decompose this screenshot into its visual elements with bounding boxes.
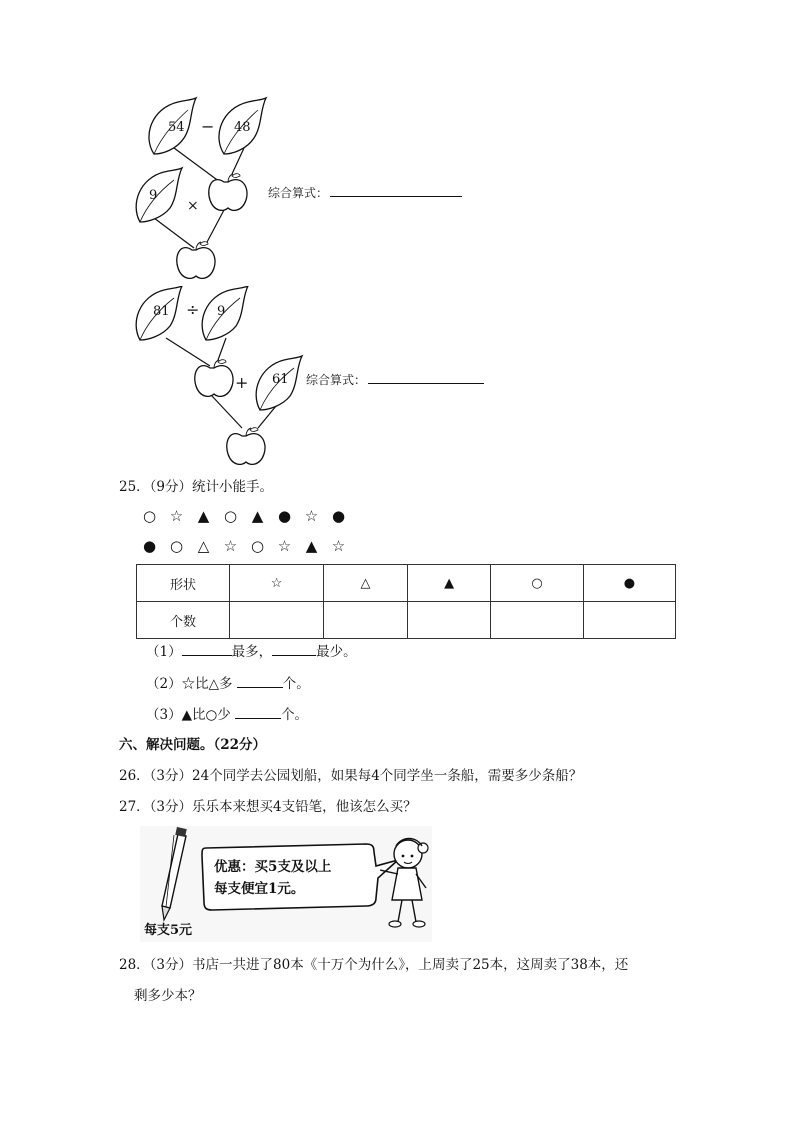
answer-blank[interactable] [235, 704, 281, 719]
shape-row-2 [136, 537, 352, 555]
tree1-leaf-a-value: 54 [168, 120, 185, 135]
q26-text: 26．（3分）24个同学去公园划船，如果每4个同学坐一条船，需要多少条船？ [119, 768, 583, 784]
shape-symbol: ○ [250, 537, 265, 555]
table-header-shape: ▲ [407, 565, 491, 602]
shape-symbol: ☆ [277, 537, 292, 555]
sub2-suffix: 个。 [282, 676, 310, 692]
table-row [137, 565, 676, 602]
tree2-leaf-a-value: 81 [153, 304, 170, 319]
table-header-shape: ● [583, 565, 675, 602]
tree1-leaf-c-value: 9 [149, 188, 158, 203]
apple-icon [195, 360, 233, 397]
count-answer-cell[interactable] [324, 602, 408, 639]
answer-blank[interactable] [237, 673, 283, 688]
shape-symbol: ▲ [305, 537, 318, 555]
shape-symbol: ● [277, 507, 292, 525]
shape-symbol: ○ [142, 507, 157, 525]
count-answer-cell[interactable] [407, 602, 491, 639]
tree2-leaf-b-value: 9 [217, 304, 226, 319]
count-answer-cell[interactable] [230, 602, 324, 639]
sub1-prefix: （1） [146, 644, 182, 660]
formula-label: 综合算式： [268, 186, 329, 200]
table-row [137, 602, 676, 639]
tree2-op1: ÷ [186, 300, 200, 319]
q28-text-line-2: 剩多少本？ [134, 988, 202, 1004]
formula-answer-blank[interactable] [368, 370, 484, 384]
formula-answer-blank[interactable] [330, 183, 462, 197]
q25-title: 25．（9分）统计小能手。 [119, 479, 274, 495]
shape-symbol: ○ [169, 537, 184, 555]
shape-symbol: ☆ [304, 507, 319, 525]
tree1-formula [268, 183, 462, 201]
apple-icon [227, 428, 265, 465]
pencil-price-label: 每支5元 [144, 923, 193, 938]
apple-icon [177, 242, 215, 279]
tree2-op2: + [235, 373, 249, 392]
shape-symbol: ☆ [223, 537, 238, 555]
shape-symbol: ▲ [197, 507, 210, 525]
formula-label: 综合算式： [306, 373, 367, 387]
tree2-leaf-c-value: 61 [272, 372, 289, 387]
answer-blank[interactable] [182, 641, 232, 656]
sub1-most: 最多， [231, 644, 273, 660]
answer-blank[interactable] [272, 641, 316, 656]
q25-sub3 [146, 704, 308, 725]
shape-symbol: ☆ [169, 507, 184, 525]
section-6-title: 六、解决问题。（22分） [119, 737, 267, 753]
q27-text: 27．（3分）乐乐本来想买4支铅笔，他该怎么买？ [119, 799, 417, 815]
table-header-shape-label: 形状 [137, 565, 230, 602]
count-answer-cell[interactable] [583, 602, 675, 639]
q25-sub1 [146, 641, 357, 662]
shape-symbol: ● [142, 537, 157, 555]
discount-bubble-text [214, 856, 331, 900]
table-header-shape: △ [324, 565, 408, 602]
apple-icon [209, 174, 247, 211]
tree1-leaf-b-value: 48 [234, 120, 251, 135]
tree1-op1: − [201, 117, 215, 136]
bubble-line-1: 优惠：买5支及以上 [214, 859, 332, 875]
bubble-line-2: 每支便宜1元。 [214, 881, 305, 897]
table-header-shape: ☆ [230, 565, 324, 602]
shape-row-1 [136, 507, 352, 525]
q28-text-line-1: 28．（3分）书店一共进了80本《十万个为什么》，上周卖了25本，这周卖了38本，还 [119, 957, 629, 973]
shape-symbol: ● [331, 507, 346, 525]
count-answer-cell[interactable] [491, 602, 583, 639]
shape-symbol: ○ [223, 507, 238, 525]
leaf-icon [136, 168, 182, 222]
shape-symbol: ☆ [331, 537, 346, 555]
shape-symbol: ▲ [251, 507, 264, 525]
tree2-formula [306, 370, 484, 388]
shape-count-table [136, 564, 676, 639]
q25-sub2 [146, 673, 310, 694]
table-count-label: 个数 [137, 602, 230, 639]
tree1-op2: × [187, 198, 199, 214]
sub2-prefix: （2）☆比△多 [146, 676, 233, 692]
shape-symbol: △ [197, 537, 210, 555]
sub3-suffix: 个。 [281, 707, 309, 723]
table-header-shape: ○ [491, 565, 583, 602]
sub1-least: 最少。 [316, 644, 357, 660]
sub3-prefix: （3）▲比○少 [146, 707, 231, 723]
